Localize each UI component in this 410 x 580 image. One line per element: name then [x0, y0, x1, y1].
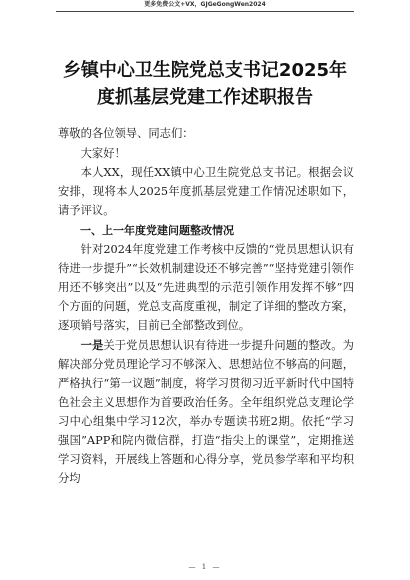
- document-body: [58, 124, 354, 488]
- section-paragraph-2: [58, 336, 354, 488]
- paragraph-lead-in: 一是: [80, 337, 104, 352]
- intro-paragraph: 本人XX，现任XX镇中心卫生院党总支书记。根据会议安排，现将本人2025年度抓基层党建工作情况述职如下，请予评议。: [58, 166, 354, 217]
- section-paragraph-1: 针对2024年度党建工作考核中反馈的“党员思想认识有待进一步提升”“长效机制建设还不够完善”“坚持党建引领作用还不够突出”以及“先进典型的示范引领作用发挥不够”四个方面的问题，党总支高度重视，制定了详细的整改方案，逐项销号落实，目前已全部整改到位。: [58, 243, 354, 332]
- section-heading: 一、上一年度党建问题整改情况: [80, 223, 234, 237]
- paragraph-text: 关于党员思想认识有待进一步提升问题的整改。为解决部分党员理论学习不够深入、思想站位不够高的问题，严格执行“第一议题”制度，将学习贯彻习近平新时代中国特色社会主义思想作为首要政治任务。全年组织党总支理论学习中心组集中学习12次，举办专题读书班2期。依托“学习强国”APP和院内微信群，打造“指尖上的课堂”，定期推送学习资料，开展线上答题和心得分享，党员参学率和平均积分均: [58, 338, 354, 485]
- header-rule: [56, 11, 354, 12]
- greeting: 大家好！: [80, 146, 126, 160]
- document-title: 乡镇中心卫生院党总支书记2025年度抓基层党建工作述职报告: [62, 60, 348, 108]
- page-number: — 1 —: [188, 563, 222, 571]
- salutation: 尊敬的各位领导、同志们：: [58, 127, 194, 140]
- header-text: 更多免费公文+VX，GJGeGongWen2024: [144, 1, 266, 8]
- page-header: [0, 0, 410, 12]
